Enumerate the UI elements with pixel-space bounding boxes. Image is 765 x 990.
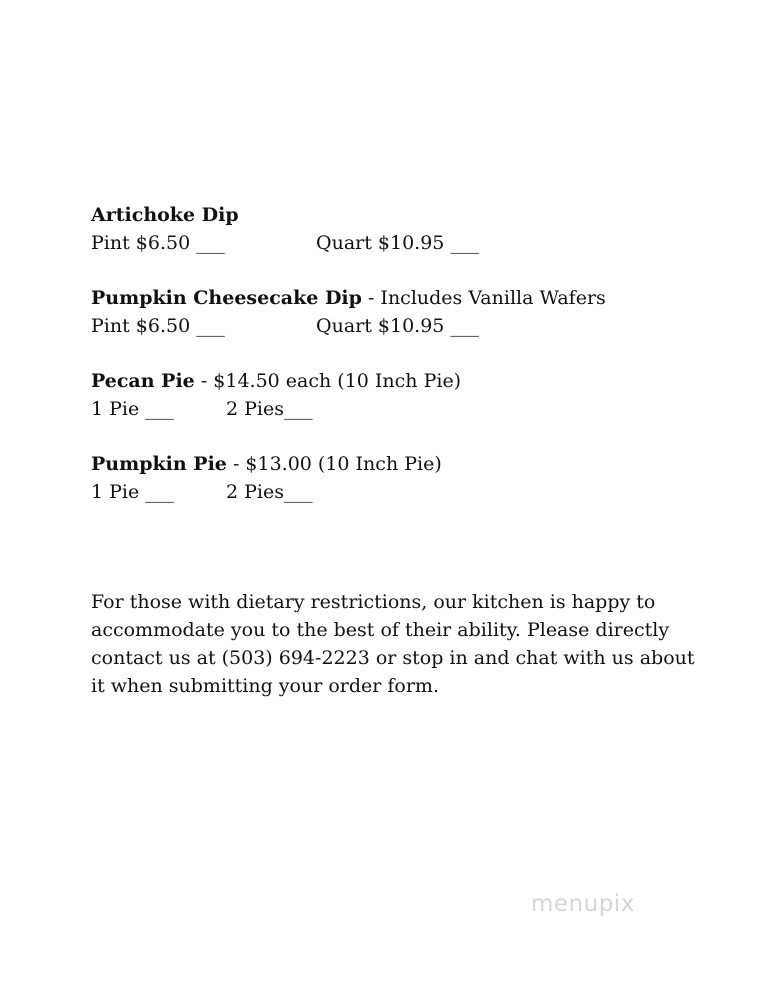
- item-heading: [91, 284, 711, 312]
- menu-item-pecan-pie: [91, 367, 711, 423]
- item-heading: [91, 367, 711, 395]
- item-heading: [91, 450, 711, 478]
- two-pies-option: 2 Pies___: [226, 398, 313, 420]
- item-description: - $14.50 each (10 Inch Pie): [194, 370, 462, 392]
- menupix-watermark: menupix: [531, 891, 635, 917]
- size-options: [91, 229, 711, 257]
- menu-item-pumpkin-cheesecake-dip: [91, 284, 711, 340]
- quart-option: Quart $10.95 ___: [316, 232, 479, 254]
- pint-option: Pint $6.50 ___: [91, 232, 225, 254]
- menu-item-pumpkin-pie: [91, 450, 711, 506]
- pint-option: Pint $6.50 ___: [91, 315, 225, 337]
- menu-item-artichoke-dip: [91, 201, 711, 257]
- dietary-notice: [91, 588, 711, 700]
- two-pies-option: 2 Pies___: [226, 481, 313, 503]
- notice-line: accommodate you to the best of their ability. Please directly: [91, 619, 670, 641]
- notice-line: contact us at (503) 694-2223 or stop in and chat with us about: [91, 647, 695, 669]
- notice-line: it when submitting your order form.: [91, 675, 439, 697]
- notice-line: For those with dietary restrictions, our kitchen is happy to: [91, 591, 656, 613]
- menu-items: [91, 201, 711, 533]
- quantity-options: [91, 395, 711, 423]
- one-pie-option: 1 Pie ___: [91, 481, 174, 503]
- item-name: Pecan Pie: [91, 370, 195, 392]
- quantity-options: [91, 478, 711, 506]
- item-name: Artichoke Dip: [91, 204, 239, 226]
- item-name: Pumpkin Cheesecake Dip: [91, 287, 362, 309]
- item-name: Pumpkin Pie: [91, 453, 227, 475]
- quart-option: Quart $10.95 ___: [316, 315, 479, 337]
- item-heading: [91, 201, 711, 229]
- item-description: - $13.00 (10 Inch Pie): [226, 453, 442, 475]
- one-pie-option: 1 Pie ___: [91, 398, 174, 420]
- size-options: [91, 312, 711, 340]
- item-description: - Includes Vanilla Wafers: [361, 287, 606, 309]
